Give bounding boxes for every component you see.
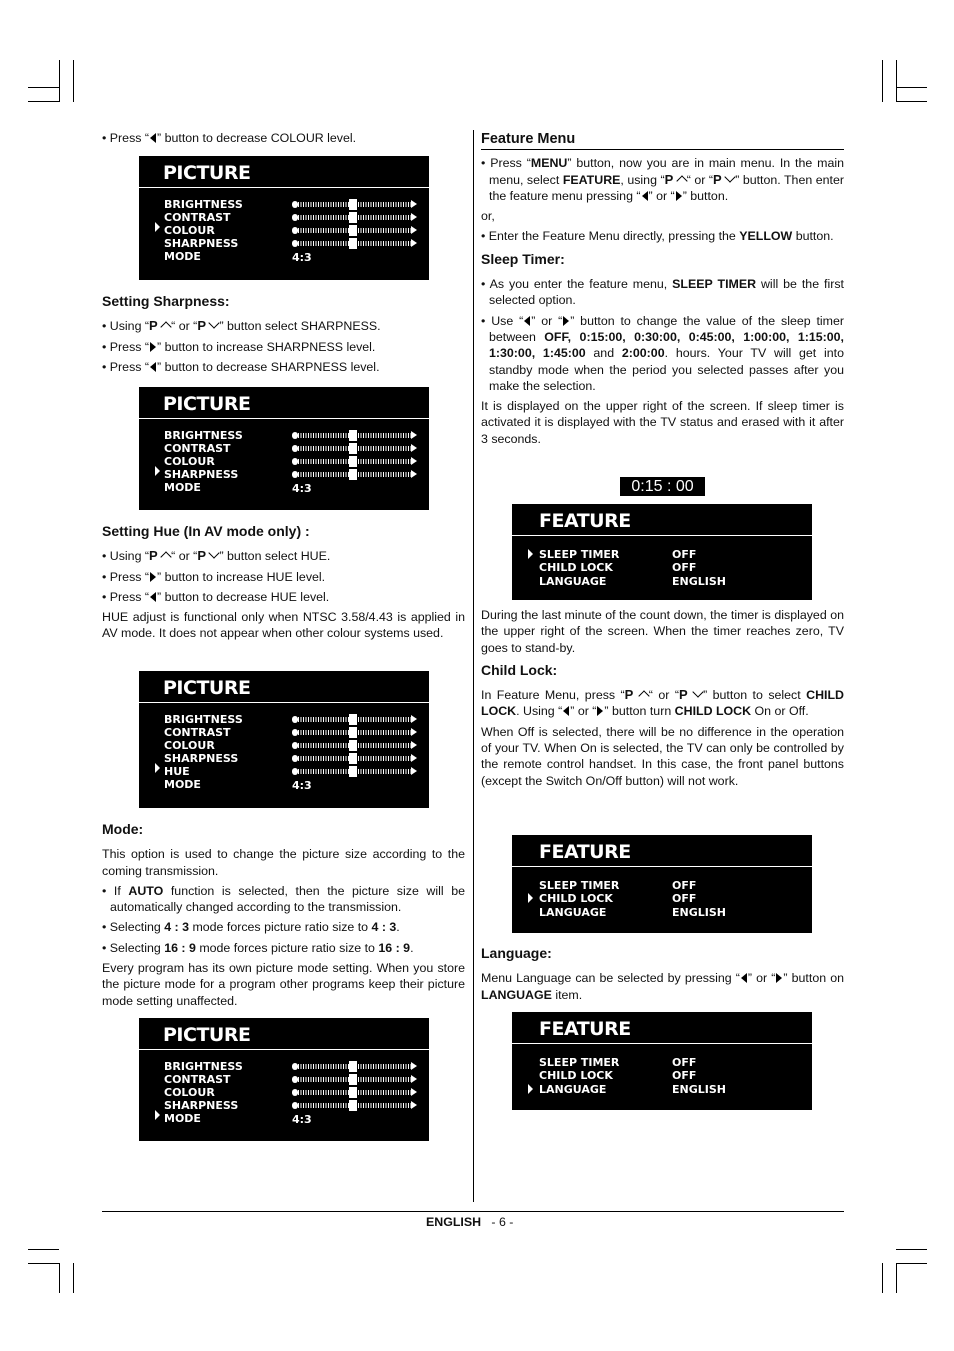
footer-language: ENGLISH xyxy=(426,1215,482,1229)
paragraph: HUE adjust is functional only when NTSC 3.58/4.43 is applied in AV mode. It does not appear when other colour systems used. xyxy=(102,610,465,641)
level-slider xyxy=(292,715,417,724)
crop-mark xyxy=(896,1263,897,1293)
left-col-intro xyxy=(102,130,465,150)
level-slider xyxy=(292,1062,417,1071)
osd-value: OFF xyxy=(672,1069,697,1082)
crop-mark xyxy=(28,101,59,102)
crop-mark xyxy=(28,1249,59,1250)
bullet: • Press “ ” button to increase SHARPNESS level. xyxy=(102,339,376,354)
left-arrow-icon xyxy=(642,191,648,201)
bullet: • Use “ ” or “ ” button to change the value of the sleep timer between OFF, 0:15:00, 0:30:00, 0:45:00, 1:00:00, 1:15:00, 1:30:00, 1:45:00 and 2:00:00. hours. Your TV will get into standby mode when the period you selected passes after you make the selection. xyxy=(481,313,845,393)
crop-mark xyxy=(882,60,883,102)
paragraph: Menu Language can be selected by pressing “ ” or “ ” button on LANGUAGE item. xyxy=(481,971,844,1002)
mode-value: 4:3 xyxy=(292,1113,312,1126)
picture-menu-osd xyxy=(139,387,429,510)
crop-mark xyxy=(882,1263,883,1293)
bullet: • Press “MENU” button, now you are in main menu. In the main menu, select FEATURE, using “P “ or “P ” button. Then enter the feature menu pressing “ ” or “ ” button. xyxy=(481,156,844,203)
left-arrow-icon xyxy=(150,362,156,372)
mode-section xyxy=(102,821,465,1013)
heading-rule xyxy=(481,149,844,150)
section-heading: Sleep Timer: xyxy=(481,250,565,267)
osd-value: OFF xyxy=(672,561,697,574)
selector-arrow-icon xyxy=(155,222,160,232)
level-slider xyxy=(292,431,417,440)
mode-value: 4:3 xyxy=(292,251,312,264)
section-heading: Child Lock: xyxy=(481,661,558,678)
crop-mark xyxy=(59,60,60,102)
bullet: • Press “ ” button to decrease SHARPNESS level. xyxy=(102,359,380,374)
section-heading: Setting Sharpness: xyxy=(102,293,230,309)
paragraph: When Off is selected, there will be no difference in the operation of your TV. When On is selected, the TV can only be controlled by the remote control handset. In this case, the front panel buttons (except the Switch On/Off button) will not work. xyxy=(481,724,844,788)
language-section xyxy=(481,945,844,1007)
osd-item: CONTRAST xyxy=(164,442,231,455)
paragraph: It is displayed on the upper right of the screen. If sleep timer is activated it is displayed with the TV status and erased with it after 3 seconds. xyxy=(481,399,844,446)
crop-mark xyxy=(896,101,927,102)
feature-menu-osd xyxy=(512,1012,812,1110)
crop-mark xyxy=(28,87,59,88)
osd-title: FEATURE xyxy=(539,510,631,532)
osd-item: SHARPNESS xyxy=(164,752,239,765)
osd-item: COLOUR xyxy=(164,455,215,468)
osd-value: OFF xyxy=(672,892,697,905)
osd-item: SHARPNESS xyxy=(164,1099,239,1112)
osd-item: SLEEP TIMER xyxy=(539,879,620,892)
osd-item: COLOUR xyxy=(164,224,215,237)
section-heading: Feature Menu xyxy=(481,131,576,147)
osd-value: OFF xyxy=(672,1056,697,1069)
left-arrow-icon xyxy=(741,973,747,983)
level-slider xyxy=(292,728,417,737)
selector-arrow-icon xyxy=(155,1110,160,1120)
child-lock-section xyxy=(481,607,844,793)
right-arrow-icon xyxy=(563,316,569,326)
osd-value: ENGLISH xyxy=(672,906,726,919)
paragraph: This option is used to change the picture size according to the coming transmission. xyxy=(102,847,465,878)
osd-title: PICTURE xyxy=(163,162,251,184)
hue-section xyxy=(102,523,465,646)
mode-value: 4:3 xyxy=(292,779,312,792)
osd-item: BRIGHTNESS xyxy=(164,198,243,211)
level-slider xyxy=(292,767,417,776)
paragraph: Every program has its own picture mode setting. When you store the picture mode for a program other programs keep their picture mode setting unaffected. xyxy=(102,961,465,1008)
level-slider xyxy=(292,1101,417,1110)
osd-value: ENGLISH xyxy=(672,575,726,588)
osd-item: CHILD LOCK xyxy=(539,1069,613,1082)
level-slider xyxy=(292,226,417,235)
section-heading: Mode: xyxy=(102,821,144,837)
level-slider xyxy=(292,1088,417,1097)
selector-arrow-icon xyxy=(528,893,533,903)
bullet: • Enter the Feature Menu directly, pressing the YELLOW button. xyxy=(481,229,834,244)
crop-mark xyxy=(73,1263,74,1293)
column-divider xyxy=(473,130,474,1202)
feature-menu-osd xyxy=(512,504,812,600)
osd-item: BRIGHTNESS xyxy=(164,1060,243,1073)
osd-item: COLOUR xyxy=(164,1086,215,1099)
right-arrow-icon xyxy=(597,706,603,716)
bullet: • Using “P “ or “P ” button select HUE. xyxy=(102,548,331,564)
osd-item: CONTRAST xyxy=(164,1073,231,1086)
up-caret-icon xyxy=(676,175,687,186)
osd-item: CHILD LOCK xyxy=(539,561,613,574)
feature-menu-section xyxy=(481,131,844,451)
osd-value: OFF xyxy=(672,548,697,561)
right-arrow-icon xyxy=(776,973,782,983)
selector-arrow-icon xyxy=(528,1084,533,1094)
left-arrow-icon xyxy=(563,706,569,716)
picture-menu-osd xyxy=(139,671,429,808)
osd-title: PICTURE xyxy=(163,677,251,699)
picture-menu-osd xyxy=(139,156,429,280)
osd-item: CONTRAST xyxy=(164,211,231,224)
left-arrow-icon xyxy=(150,133,156,143)
level-slider xyxy=(292,457,417,466)
selector-arrow-icon xyxy=(528,549,533,559)
crop-mark xyxy=(28,1263,59,1264)
osd-item: CONTRAST xyxy=(164,726,231,739)
osd-title: FEATURE xyxy=(539,1018,631,1040)
right-arrow-icon xyxy=(150,572,156,582)
osd-item: LANGUAGE xyxy=(539,575,607,588)
left-arrow-icon xyxy=(150,592,156,602)
osd-value: ENGLISH xyxy=(672,1083,726,1096)
osd-item: HUE xyxy=(164,765,190,778)
osd-item: CHILD LOCK xyxy=(539,892,613,905)
level-slider xyxy=(292,200,417,209)
osd-item: SLEEP TIMER xyxy=(539,1056,620,1069)
bullet: • Press “ ” button to decrease HUE level. xyxy=(102,589,330,604)
sleep-timer-display: 0:15 : 00 xyxy=(620,477,705,496)
crop-mark xyxy=(896,1263,927,1264)
osd-title: PICTURE xyxy=(163,393,251,415)
crop-mark xyxy=(896,60,897,102)
level-slider xyxy=(292,239,417,248)
osd-item: BRIGHTNESS xyxy=(164,429,243,442)
crop-mark xyxy=(59,1263,60,1293)
picture-menu-osd xyxy=(139,1018,429,1141)
level-slider xyxy=(292,741,417,750)
osd-item: LANGUAGE xyxy=(539,1083,607,1096)
osd-item: LANGUAGE xyxy=(539,906,607,919)
level-slider xyxy=(292,213,417,222)
up-caret-icon xyxy=(638,691,649,702)
osd-item: SHARPNESS xyxy=(164,237,239,250)
right-arrow-icon xyxy=(150,342,156,352)
right-arrow-icon xyxy=(676,191,682,201)
section-heading: Language: xyxy=(481,945,552,961)
osd-item: SLEEP TIMER xyxy=(539,548,620,561)
bullet-decrease-colour: • Press “ ” button to decrease COLOUR level. xyxy=(102,131,357,145)
bullet: • Selecting 16 : 9 mode forces picture ratio size to 16 : 9. xyxy=(102,940,414,955)
osd-item: BRIGHTNESS xyxy=(164,713,243,726)
osd-title: PICTURE xyxy=(163,1024,251,1046)
footer-rule xyxy=(102,1211,844,1212)
level-slider xyxy=(292,754,417,763)
level-slider xyxy=(292,444,417,453)
osd-item: COLOUR xyxy=(164,739,215,752)
bullet: • If AUTO function is selected, then the picture size will be automatically changed according to the transmission. xyxy=(102,883,465,915)
bullet: • As you enter the feature menu, SLEEP TIMER will be the first selected option. xyxy=(481,277,844,308)
mode-value: 4:3 xyxy=(292,482,312,495)
osd-item: SHARPNESS xyxy=(164,468,239,481)
osd-value: OFF xyxy=(672,879,697,892)
bullet: • Selecting 4 : 3 mode forces picture ratio size to 4 : 3. xyxy=(102,920,400,935)
osd-item: MODE xyxy=(164,481,201,494)
crop-mark xyxy=(896,1249,927,1250)
selector-arrow-icon xyxy=(155,466,160,476)
paragraph: During the last minute of the count down, the timer is displayed on the upper right of the screen. When the timer reaches zero, TV goes to stand-by. xyxy=(481,608,844,655)
osd-title: FEATURE xyxy=(539,841,631,863)
left-arrow-icon xyxy=(524,316,530,326)
bullet: • Press “ ” button to increase HUE level. xyxy=(102,569,326,584)
bullet: • Using “P “ or “P ” button select SHARPNESS. xyxy=(102,318,381,334)
page-number: - 6 - xyxy=(491,1215,514,1229)
crop-mark xyxy=(896,87,927,88)
paragraph: or, xyxy=(481,209,495,224)
crop-mark xyxy=(73,60,74,102)
level-slider xyxy=(292,470,417,479)
osd-item: MODE xyxy=(164,250,201,263)
sharpness-section xyxy=(102,293,465,379)
osd-item: MODE xyxy=(164,778,201,791)
section-heading: Setting Hue (In AV mode only) : xyxy=(102,523,310,539)
level-slider xyxy=(292,1075,417,1084)
osd-item: MODE xyxy=(164,1112,201,1125)
page-footer xyxy=(426,1215,513,1229)
feature-menu-osd xyxy=(512,835,812,933)
paragraph: In Feature Menu, press “P “ or “P ” button to select CHILD LOCK. Using “ ” or “ ” button turn CHILD LOCK On or Off. xyxy=(481,687,844,719)
selector-arrow-icon xyxy=(155,763,160,773)
